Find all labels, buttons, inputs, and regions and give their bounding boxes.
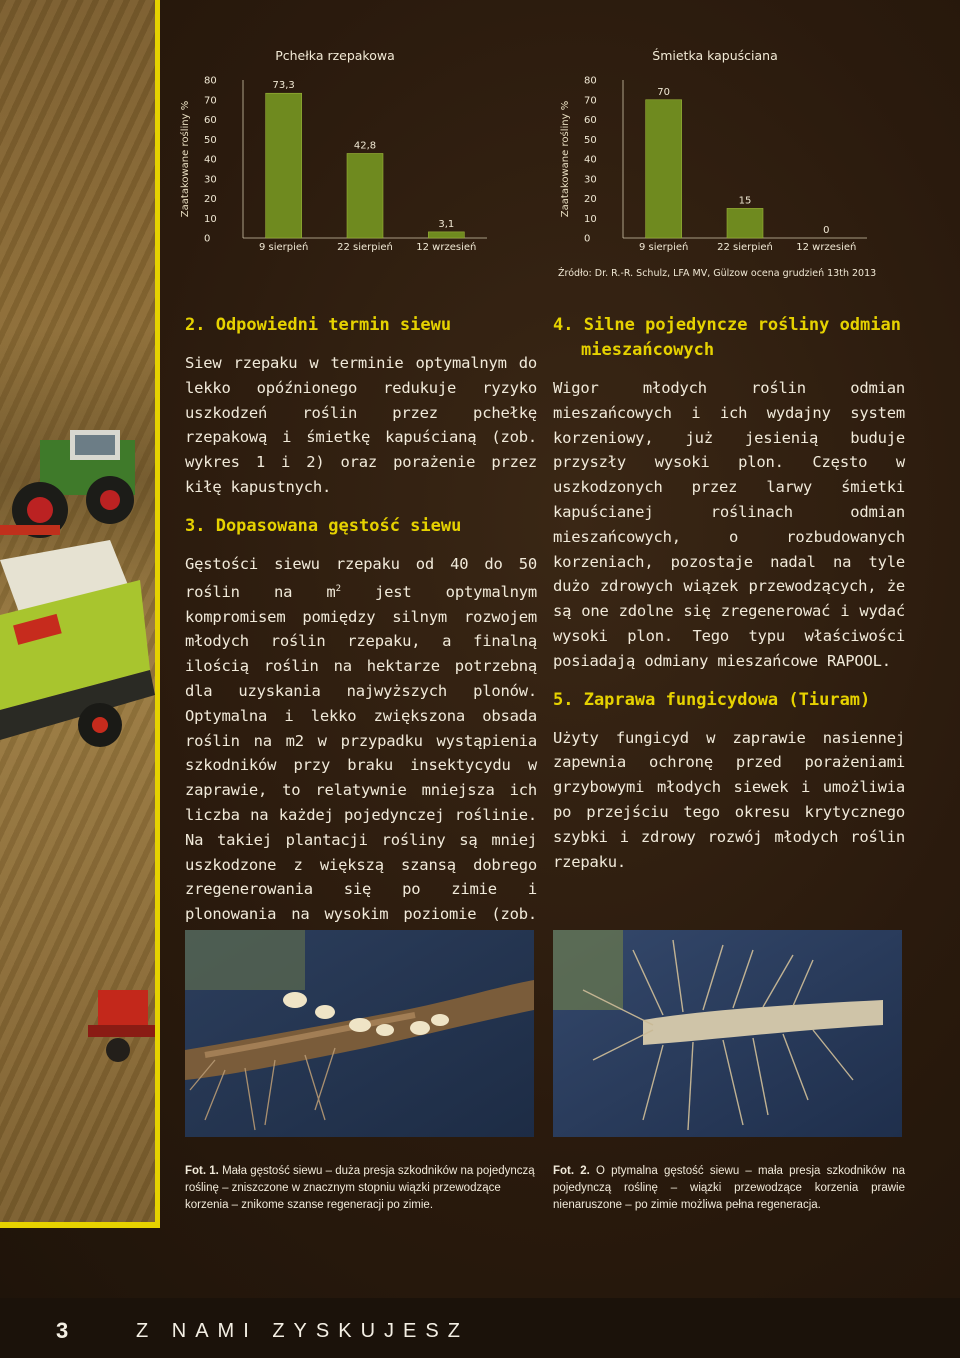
photo-healthy-root [553, 930, 902, 1137]
harvester-illustration [0, 520, 155, 780]
y-tick-label: 80 [204, 75, 217, 87]
caption-1-label: Fot. 1. [185, 1165, 219, 1177]
page-number: 3 [56, 1318, 69, 1343]
y-tick-label: 70 [584, 95, 597, 107]
caption-1-text: Mała gęstość siewu – duża presja szkodników na pojedynczą roślinę – zniszczone w znacznym stopniu wiązki przewodzące korzenia – znikome szanse regeneracji po zimie. [185, 1165, 535, 1211]
y-tick-label: 30 [204, 174, 217, 186]
bar-value-label: 15 [738, 195, 752, 207]
section-3-body-b: jest optymalnym kompromisem pomiędzy silnym rozwojem młodych roślin rzepaku, a finalną ilością roślin na hektarze potrzebną dla uzyskania najwyższych plonów. Optymalna i lekko zwiększona obsada roślin na m2 w przypadku wystąpienia szkodników przy braku insektycydu w zaprawie, to relatywnie mniejsza ich liczba na każdej pojedynczej roślinie. Na takiej plantacji rośliny są mniej uszkodzone z większą szansą dobrego zregenerowania się po zimie i plonowania na wysokim poziomie (zob. [185, 582, 537, 924]
section-5-heading: 5. Zaprawa fungicydowa (Tiuram) [553, 689, 871, 710]
y-tick-label: 0 [584, 233, 591, 245]
section-4-body: Wigor młodych roślin odmian mieszańcowych i ich wydajny system korzeniowy, już jesienią buduje przyszły wysoki plon. Często w uszkodzonych przez larwy śmietki kapuścianej roślinach odmian mieszańcowych, o rozbudowanych korzeniach, pozostaje nadal na tyle dużo zdrowych wiązek przewodzących, że są one zdolne się zregenerować i wydać wysoki plon. Tego typu właściwości posiadają odmiany mieszańcowe RAPOOL. [553, 379, 905, 670]
y-tick-label: 20 [584, 194, 597, 205]
chart-plot [175, 48, 495, 263]
section-5-body: Użyty fungicyd w zaprawie nasiennej zapewnia ochronę przed porażeniami grzybowymi młodych siewek i umożliwia po przejściu tego okresu krytycznego szybki i zdrowy rozwój młodych roślin rzepaku. [553, 728, 905, 871]
bar-2 [727, 208, 763, 238]
bar-value-label: 70 [657, 86, 671, 98]
caption-2-text: O ptymalna gęstość siewu – mała presja szkodników na pojedynczą roślinę – wiązki przewodzące korzenia prawie nienaruszone – po zimie możliwa pełna regeneracja. [553, 1165, 905, 1211]
y-tick-label: 10 [204, 213, 217, 225]
caption-photo-2 [553, 1163, 905, 1214]
section-2-heading: 2. Odpowiedni termin siewu [185, 315, 452, 335]
bar-1 [266, 93, 302, 238]
y-tick-label: 30 [584, 174, 597, 186]
photo-damaged-root [185, 930, 534, 1137]
y-tick-label: 50 [204, 134, 217, 146]
x-category-label: 12 wrzesień [796, 242, 857, 253]
footer-title: Z NAMI ZYSKUJESZ [136, 1320, 469, 1342]
caption-2-label: Fot. 2. [553, 1165, 590, 1177]
red-implement-illustration [88, 980, 155, 1070]
x-category-label: 22 sierpień [717, 242, 773, 253]
x-category-label: 22 sierpień [337, 242, 393, 253]
y-axis-title: Zaatakowane rośliny % [560, 100, 571, 218]
chart-source: Źródło: Dr. R.-R. Schulz, LFA MV, Gülzow ocena grudzień 13th 2013 [558, 268, 877, 279]
y-tick-label: 40 [204, 154, 217, 166]
chart-plot [555, 48, 875, 263]
chart-smietka-kapusciana [555, 48, 875, 263]
section-3-body [185, 552, 537, 952]
y-tick-label: 10 [584, 213, 597, 225]
chart-title: Pchełka rzepakowa [275, 48, 395, 63]
x-category-label: 9 sierpień [638, 242, 689, 253]
yellow-vertical-rule [155, 0, 160, 1228]
chart-title: Śmietka kapuściana [652, 48, 778, 63]
bar-3 [428, 232, 464, 238]
bar-value-label: 0 [823, 225, 830, 236]
y-tick-label: 60 [584, 115, 597, 126]
bar-value-label: 73,3 [272, 80, 295, 92]
bar-1 [646, 100, 682, 238]
section-3-heading: 3. Dopasowana gęstość siewu [185, 515, 462, 536]
bar-value-label: 3,1 [438, 218, 455, 230]
bar-2 [347, 153, 383, 238]
y-tick-label: 70 [204, 95, 217, 107]
superscript-2: 2 [335, 583, 341, 594]
y-tick-label: 50 [584, 134, 597, 146]
y-tick-label: 60 [204, 115, 217, 126]
y-tick-label: 80 [584, 75, 597, 87]
x-category-label: 9 sierpień [258, 242, 309, 253]
caption-photo-1 [185, 1163, 537, 1214]
right-text-column [553, 313, 905, 874]
bar-value-label: 42,8 [353, 140, 377, 152]
y-tick-label: 40 [584, 154, 597, 166]
y-tick-label: 0 [204, 233, 211, 245]
section-2-body: Siew rzepaku w terminie optymalnym do lekko opóźnionego redukuje ryzyko uszkodzeń roślin przez pchełkę rzepakową i śmietkę kapuścianą (zob. wykres 1 i 2) oraz porażenie przez kiłę kapustnych. [185, 354, 537, 496]
left-text-column [185, 313, 537, 952]
x-category-label: 12 wrzesień [416, 242, 477, 253]
y-tick-label: 20 [204, 194, 217, 205]
section-4-heading: 4. Silne pojedyncze rośliny odmian mieszańcowych [553, 315, 901, 360]
y-axis-title: Zaatakowane rośliny % [180, 100, 191, 218]
yellow-horizontal-rule [0, 1222, 160, 1228]
section-3-body-a: Gęstości siewu rzepaku od 40 do 50 roślin na m [185, 554, 537, 601]
chart-pchelka-rzepakowa [175, 48, 495, 263]
